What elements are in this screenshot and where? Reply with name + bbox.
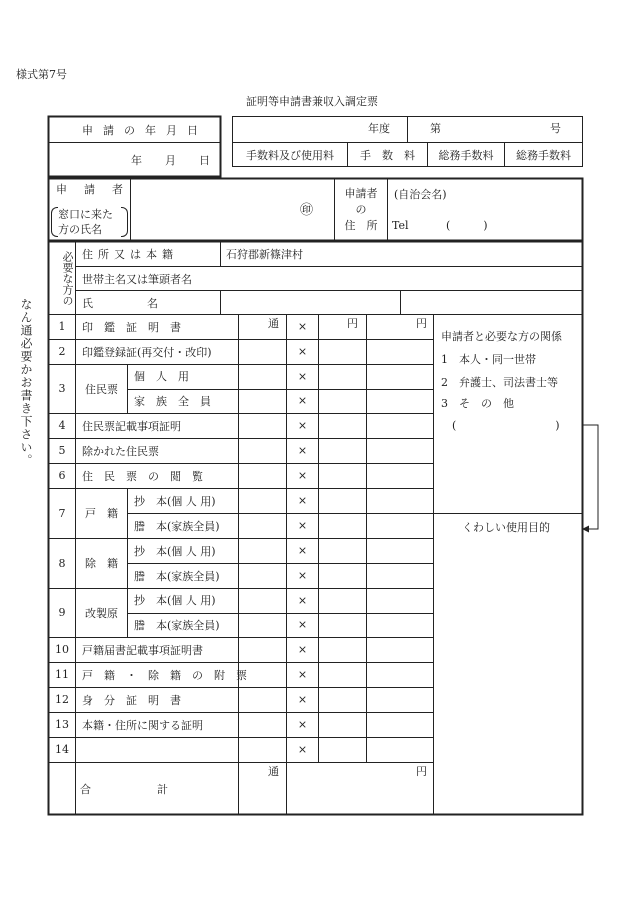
item-number: 1 [58, 320, 66, 333]
count-input[interactable] [239, 488, 286, 513]
applicant-sublabel: 窓口に来た 方の氏名 [51, 207, 128, 237]
times-mark: × [297, 494, 308, 507]
total-yen-unit: 円 [416, 765, 427, 778]
item-group-label: 戸 籍 [85, 507, 118, 520]
item-sub-label: 謄 本(家族全員) [134, 618, 220, 632]
times-mark: × [297, 469, 308, 482]
times-mark: × [297, 345, 308, 358]
item-label: 住民票記載事項証明 [82, 419, 181, 433]
count-input[interactable] [239, 513, 286, 538]
applicant-label: 申 請 者 [56, 183, 126, 196]
total-count-unit: 通 [268, 765, 279, 778]
count-input[interactable] [239, 712, 286, 737]
item-label: 印 鑑 証 明 書 [82, 320, 181, 334]
seal-mark: ㊞ [300, 203, 314, 218]
number-prefix: 第 [430, 122, 441, 135]
item-number: 12 [55, 693, 69, 706]
count-input[interactable] [239, 538, 286, 563]
relation-title: 申請者と必要な方の関係 [441, 330, 562, 343]
count-unit: 通 [268, 317, 279, 330]
form-number: 様式第7号 [16, 68, 67, 81]
application-date-label: 申請の年月日 [82, 123, 208, 137]
form-title: 証明等申請書兼収入調定票 [246, 95, 378, 108]
item-number: 2 [58, 345, 66, 358]
relation-other-paren[interactable]: ( ) [452, 419, 560, 432]
times-mark: × [297, 320, 308, 333]
item-group-label: 除 籍 [85, 557, 118, 570]
relation-option-3[interactable]: 3 そ の 他 [441, 397, 514, 410]
count-input[interactable] [239, 563, 286, 588]
times-mark: × [297, 618, 308, 632]
times-mark: × [297, 444, 308, 457]
count-input[interactable] [239, 613, 286, 638]
count-input[interactable] [239, 438, 286, 463]
admin-fee-2: 総務手数料 [516, 148, 571, 162]
count-input[interactable] [239, 413, 286, 438]
item-label: 身 分 証 明 書 [82, 693, 181, 707]
item-sub-label: 抄 本(個 人 用) [134, 594, 216, 608]
needed-person-label: 必要な方の [61, 250, 74, 306]
item-number: 3 [58, 382, 66, 395]
item-number: 10 [55, 643, 69, 656]
item-label: 本籍・住所に関する証明 [82, 718, 203, 732]
household-label: 世帯主名又は筆頭者名 [82, 272, 192, 286]
total-label: 合 計 [80, 782, 168, 796]
item-number: 14 [55, 743, 69, 756]
count-input[interactable] [239, 339, 286, 364]
item-number: 4 [58, 419, 66, 432]
times-mark: × [297, 519, 308, 532]
item-group-label: 改製原 [85, 606, 118, 620]
year-label: 年度 [368, 122, 390, 135]
item-label: 戸 籍 ・ 除 籍 の 附 票 [82, 668, 247, 682]
times-mark: × [297, 668, 308, 681]
item-sub-label: 抄 本(個 人 用) [134, 494, 216, 508]
times-mark: × [297, 419, 308, 432]
times-mark: × [297, 743, 308, 756]
fee-column: 手 数 料 [360, 148, 415, 162]
times-mark: × [297, 643, 308, 656]
count-input[interactable] [239, 588, 286, 613]
yen-unit-2: 円 [416, 317, 427, 330]
item-sub-label: 謄 本(家族全員) [134, 519, 220, 533]
times-mark: × [297, 369, 308, 383]
application-date-field[interactable]: 年 月 日 [131, 153, 216, 167]
item-label: 印鑑登録証(再交付・改印) [82, 345, 212, 359]
item-label: 住 民 票 の 閲 覧 [82, 469, 203, 483]
item-number: 6 [58, 469, 66, 482]
item-number: 8 [58, 556, 66, 570]
item-label: 戸籍届書記載事項証明書 [82, 643, 203, 657]
yen-unit-1: 円 [347, 317, 358, 330]
item-number: 13 [55, 718, 69, 731]
item-group-label: 住民票 [85, 382, 118, 396]
count-input[interactable] [239, 687, 286, 712]
fee-label: 手数料及び使用料 [246, 148, 334, 162]
item-label: 除かれた住民票 [82, 444, 159, 458]
side-note: なん通必要かお書き下さい。 [19, 298, 33, 467]
address-domicile-label: 住所又は本籍 [82, 248, 178, 261]
tel-label: Tel [392, 219, 409, 232]
times-mark: × [297, 569, 308, 582]
admin-fee-1: 総務手数料 [438, 148, 494, 162]
times-mark: × [297, 693, 308, 706]
purpose-label: くわしい使用目的 [462, 521, 550, 534]
address-value[interactable]: 石狩郡新篠津村 [226, 248, 303, 261]
number-suffix: 号 [550, 122, 561, 135]
association-label: (自治会名) [394, 188, 447, 201]
times-mark: × [297, 544, 308, 557]
name-label: 氏 名 [82, 296, 160, 310]
relation-option-2[interactable]: 2 弁護士、司法書士等 [441, 376, 558, 389]
times-mark: × [297, 718, 308, 731]
count-input[interactable] [239, 662, 286, 687]
tel-paren: ( ) [446, 219, 488, 232]
applicant-address-label: 申請者 の 住 所 [344, 187, 378, 232]
count-input[interactable] [239, 737, 286, 762]
item-number: 9 [58, 606, 66, 619]
item-number: 5 [58, 444, 66, 457]
item-number: 11 [55, 668, 69, 681]
times-mark: × [297, 394, 308, 408]
count-input[interactable] [239, 637, 286, 662]
times-mark: × [297, 593, 308, 607]
count-input[interactable] [239, 463, 286, 488]
relation-option-1[interactable]: 1 本人・同一世帯 [441, 353, 536, 366]
count-input[interactable] [239, 389, 286, 414]
item-number: 7 [58, 506, 66, 520]
item-sub-label: 家 族 全 員 [134, 394, 211, 408]
count-input[interactable] [239, 364, 286, 389]
item-sub-label: 抄 本(個 人 用) [134, 544, 216, 558]
item-sub-label: 個 人 用 [134, 370, 189, 384]
item-sub-label: 謄 本(家族全員) [134, 569, 220, 583]
